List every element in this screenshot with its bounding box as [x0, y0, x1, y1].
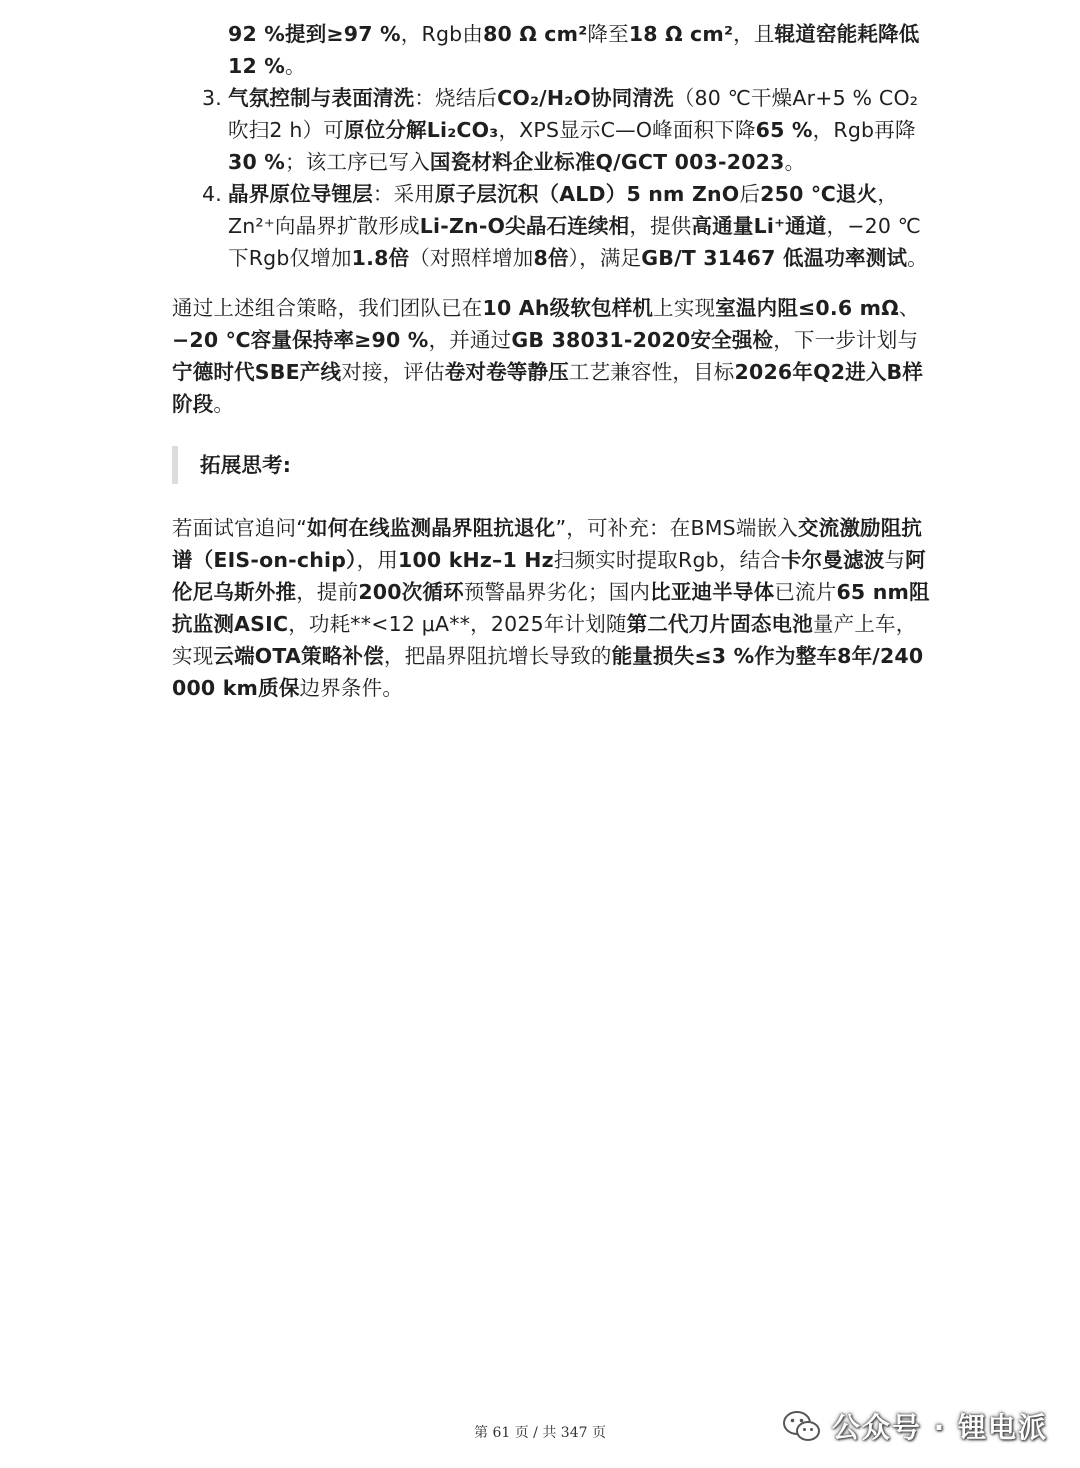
bold-text: 65 %: [755, 118, 813, 142]
quote-heading: 拓展思考:: [172, 446, 932, 484]
bold-text: 室温内阻≤0.6 mΩ: [715, 296, 899, 320]
bold-text: 80 Ω cm²: [483, 22, 588, 46]
text-run: 与: [884, 548, 906, 572]
text-run: ，且: [733, 22, 775, 46]
text-run: 。: [285, 54, 306, 78]
list-number: 4.: [202, 182, 222, 206]
bold-text: −20 ℃容量保持率≥90 %: [172, 328, 429, 352]
text-run: ，把晶界阻抗增长导致的: [383, 644, 612, 668]
list-item-text: [228, 182, 928, 270]
bold-text: 92 %提到≥97 %: [228, 22, 401, 46]
bold-text: 2026年Q2进入B样阶段: [172, 360, 924, 416]
bold-text: 卡尔曼滤波: [780, 548, 885, 572]
list-item: [172, 82, 932, 178]
text-run: ”，可补充：在BMS端嵌入: [555, 516, 798, 540]
text-run: 扫频实时提取Rgb，结合: [553, 548, 781, 572]
bold-text: 比亚迪半导体: [650, 580, 775, 604]
bold-text: 200次循环: [358, 580, 464, 604]
list-item-continuation: [172, 18, 932, 82]
text-run: ，提前: [296, 580, 359, 604]
text-run: ），满足: [568, 246, 642, 270]
text-run: 降至: [587, 22, 629, 46]
bold-text: 18 Ω cm²: [628, 22, 734, 46]
text-run: ，−20 ℃下Rgb仅增加: [228, 214, 922, 270]
text-run: ，Rgb由: [400, 22, 484, 46]
text-run: ，Zn²⁺向晶界扩散形成: [228, 182, 899, 238]
bold-text: 65 nm阻抗监测ASIC: [172, 580, 930, 636]
text-run: 边界条件。: [299, 676, 404, 700]
text-run: ，功耗**<12 μA**，2025年计划随: [288, 612, 627, 636]
wechat-icon: [782, 1409, 822, 1443]
bold-text: 第二代刀片固态电池: [626, 612, 813, 636]
bold-text: 交流激励阻抗谱（EIS-on-chip）: [172, 516, 923, 572]
text-run: 通过上述组合策略，我们团队已在: [172, 296, 483, 320]
bold-text: 高通量Li⁺通道: [691, 214, 827, 238]
text-run: 对接，评估: [341, 360, 445, 384]
text-run: ；该工序已写入: [285, 150, 430, 174]
text-run: 、: [898, 296, 920, 320]
text-run: ，Rgb再降: [812, 118, 916, 142]
text-run: 上实现: [653, 296, 716, 320]
bold-text: 8倍: [533, 246, 569, 270]
watermark-text: 公众号 · 锂电派: [831, 1411, 1048, 1444]
text-run: 预警晶界劣化；国内: [463, 580, 651, 604]
bold-text: 250 ℃: [760, 182, 836, 206]
bold-text: 宁德时代SBE产线: [172, 360, 342, 384]
text-run: ，提供: [629, 214, 692, 238]
text-run: ，用: [356, 548, 398, 572]
bold-text: 30 %: [228, 150, 286, 174]
list-number: 3.: [202, 86, 222, 110]
bold-text: 卷对卷等静压: [444, 360, 569, 384]
extension-paragraph: [172, 512, 932, 704]
text-run: 量产上车，实现: [172, 612, 917, 668]
text-run: ，并通过: [428, 328, 512, 352]
bold-text: 云端OTA策略补偿: [213, 644, 384, 668]
page-content: [172, 18, 932, 704]
page-number: 第 61 页 / 共 347 页: [474, 1425, 606, 1441]
bold-text: 辊道窑能耗降低12 %: [228, 22, 920, 78]
extension-text: [172, 516, 930, 700]
text-run: ，XPS显示C—O峰面积下降: [498, 118, 756, 142]
watermark: [782, 1404, 1048, 1448]
summary-paragraph: [172, 292, 932, 420]
text-run: 后: [739, 182, 761, 206]
bold-text: 国瓷材料企业标准Q/GCT 003-2023: [429, 150, 785, 174]
bold-text: 原位分解Li₂CO₃: [343, 118, 499, 142]
bold-text: 能量损失≤3 %作为整车8年/240 000 km质保: [172, 644, 924, 700]
bold-text: 原子层沉积（ALD）5 nm ZnO: [435, 182, 740, 206]
text-run: 。: [213, 392, 235, 416]
bold-text: CO₂/H₂O协同清洗: [497, 86, 674, 110]
summary-text: [172, 296, 923, 416]
bold-text: GB 38031-2020安全强检: [511, 328, 774, 352]
bold-text: 阿伦尼乌斯外推: [172, 548, 926, 604]
bold-text: 10 Ah级软包样机: [482, 296, 654, 320]
text-run: 工艺兼容性，目标: [568, 360, 735, 384]
bold-text: GB/T 31467 低温功率测试: [641, 246, 908, 270]
text-run: （对照样增加: [409, 246, 534, 270]
bold-text: 晶界原位导锂层: [228, 182, 373, 206]
text-run: （80 ℃干燥Ar+5 % CO₂吹扫2 h）可: [228, 86, 919, 142]
bold-text: 100 kHz–1 Hz: [398, 548, 554, 572]
bold-text: 退火: [835, 182, 878, 206]
text-run: ：采用: [372, 182, 436, 206]
bold-text: 1.8倍: [351, 246, 410, 270]
list-item-text: [228, 22, 919, 78]
text-run: ：烧结后: [414, 86, 498, 110]
text-run: 已流片: [774, 580, 837, 604]
text-run: 若面试官追问“: [172, 516, 308, 540]
numbered-list: [172, 82, 932, 274]
bold-text: 如何在线监测晶界阻抗退化: [307, 516, 556, 540]
bold-text: Li-Zn-O尖晶石连续相: [419, 214, 630, 238]
list-item: [172, 178, 932, 274]
text-run: 。: [784, 150, 806, 174]
text-run: 。: [907, 246, 928, 270]
text-run: ，下一步计划与: [773, 328, 919, 352]
bold-text: 气氛控制与表面清洗: [228, 86, 415, 110]
list-item-text: [228, 86, 918, 174]
